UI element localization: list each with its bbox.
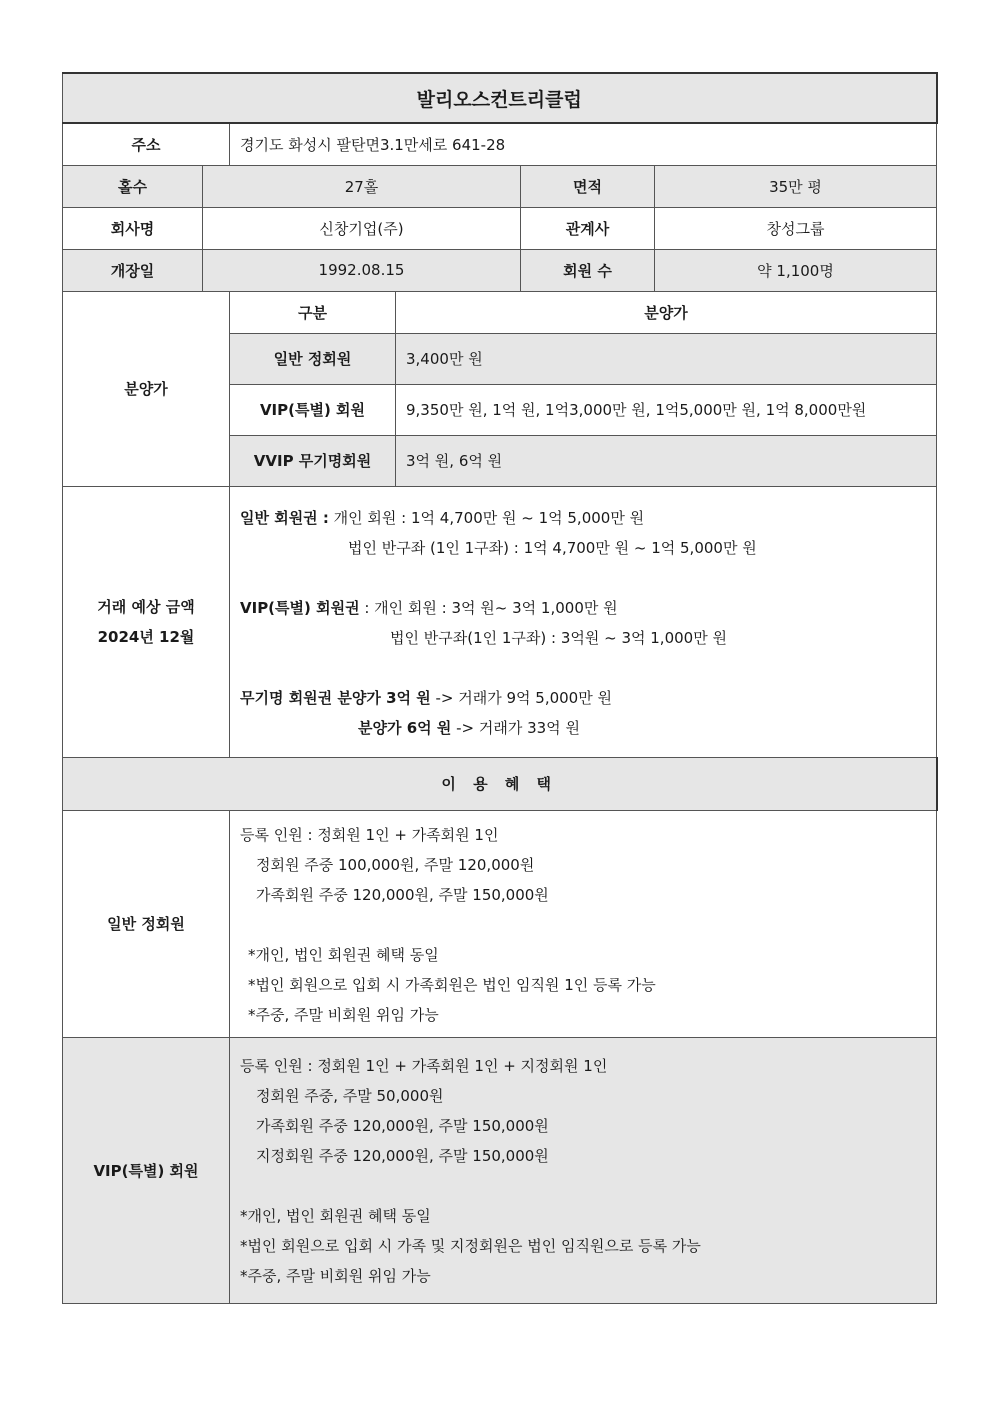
affiliate-value: 창성그룹 [655,207,937,249]
general-note-3: *주중, 주말 비회원 위임 가능 [248,1005,439,1024]
trade-vip-line2: 법인 반구좌(1인 1구좌) : 3억원 ~ 3억 1,000만 원 [390,628,727,647]
benefits-title: 이 용 혜 택 [63,757,937,810]
club-info-table [62,72,938,1304]
sale-price-vip: 9,350만 원, 1억 원, 1억3,000만 원, 1억5,000만 원, 1억 8,000만원 [396,384,937,435]
general-fee-family: 가족회원 주중 120,000원, 주말 150,000원 [256,885,549,904]
sale-price-general: 3,400만 원 [396,333,937,384]
sale-header-type: 구분 [230,291,396,333]
vip-member-benefits [230,1037,937,1303]
info-row-opening [63,249,937,291]
trade-unnamed-line1: 무기명 회원권 분양가 3억 원 -> 거래가 9억 5,000만 원 [240,688,612,707]
affiliate-label: 관계사 [521,207,655,249]
vip-note-1: *개인, 법인 회원권 혜택 동일 [240,1207,431,1225]
vip-member-label: VIP(특별) 회원 [63,1037,230,1303]
trade-label-line2: 2024년 12월 [97,627,195,646]
company-label: 회사명 [63,207,203,249]
area-label: 면적 [521,165,655,207]
vip-note-3: *주중, 주말 비회원 위임 가능 [240,1267,431,1285]
address-value: 경기도 화성시 팔탄면3.1만세로 641-28 [230,123,937,165]
club-title: 발리오스컨트리클럽 [63,73,937,123]
trade-label [63,486,230,757]
opening-label: 개장일 [63,249,203,291]
holes-label: 홀수 [63,165,203,207]
general-fee-regular: 정회원 주중 100,000원, 주말 120,000원 [256,855,535,874]
sale-price-label: 분양가 [63,291,230,486]
trade-general-line1: 일반 회원권 : 개인 회원 : 1억 4,700만 원 ~ 1억 5,000만 원 [240,508,645,527]
trade-vip-line1: VIP(특별) 회원권 : 개인 회원 : 3억 원~ 3억 1,000만 원 [240,598,618,617]
sale-header-price: 분양가 [396,291,937,333]
sale-type-general: 일반 정회원 [230,333,396,384]
vip-register: 등록 인원 : 정회원 1인 + 가족회원 1인 + 지정회원 1인 [240,1057,608,1075]
golf-club-info-sheet [62,72,936,1304]
trade-label-line1: 거래 예상 금액 [97,597,195,616]
vip-note-2: *법인 회원으로 입회 시 가족 및 지정회원은 법인 임직원으로 등록 가능 [240,1237,701,1255]
general-note-2: *법인 회원으로 입회 시 가족회원은 법인 임직원 1인 등록 가능 [248,975,656,994]
info-row-holes [63,165,937,207]
members-value: 약 1,100명 [655,249,937,291]
area-value: 35만 평 [655,165,937,207]
general-register: 등록 인원 : 정회원 1인 + 가족회원 1인 [240,825,499,844]
vip-fee-regular: 정회원 주중, 주말 50,000원 [256,1087,444,1105]
vip-fee-designated: 지정회원 주중 120,000원, 주말 150,000원 [256,1147,549,1165]
members-label: 회원 수 [521,249,655,291]
general-member-benefits [230,810,937,1037]
trade-unnamed-line2: 분양가 6억 원 -> 거래가 33억 원 [358,718,580,737]
sale-price-vvip: 3억 원, 6억 원 [396,435,937,486]
general-member-label: 일반 정회원 [63,810,230,1037]
info-row-company [63,207,937,249]
sale-type-vip: VIP(특별) 회원 [230,384,396,435]
vip-fee-family: 가족회원 주중 120,000원, 주말 150,000원 [256,1117,549,1135]
trade-details [230,486,937,757]
holes-value: 27홀 [203,165,521,207]
general-note-1: *개인, 법인 회원권 혜택 동일 [248,945,439,964]
address-label: 주소 [63,123,230,165]
sale-type-vvip: VVIP 무기명회원 [230,435,396,486]
trade-general-line2: 법인 반구좌 (1인 1구좌) : 1억 4,700만 원 ~ 1억 5,000만 원 [348,538,757,557]
company-value: 신창기업(주) [203,207,521,249]
opening-value: 1992.08.15 [203,249,521,291]
